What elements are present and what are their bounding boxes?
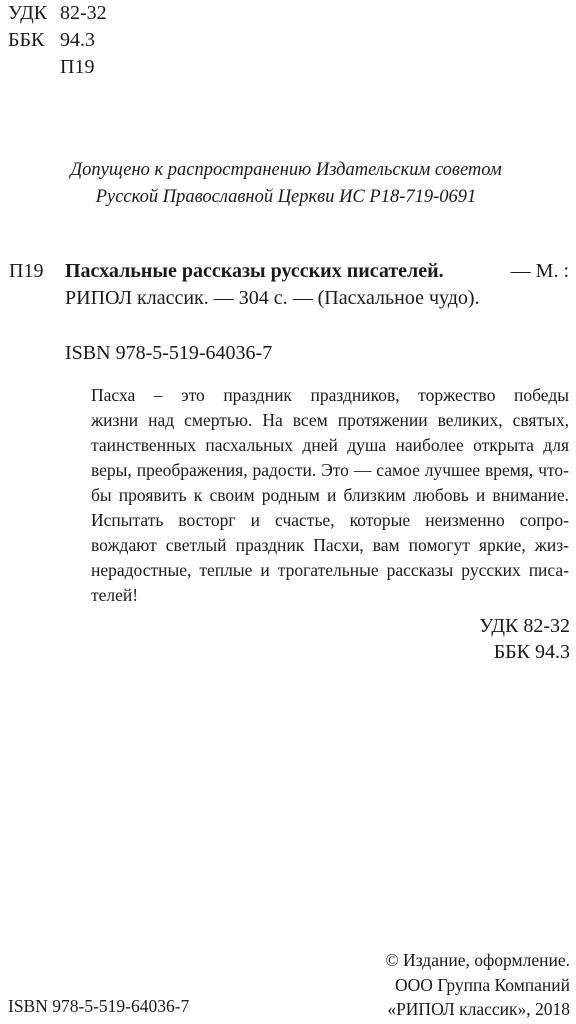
bbk-code-right: ББК 94.3 bbox=[493, 641, 570, 663]
book-title: Пасхальные рассказы русских писателей. bbox=[65, 260, 444, 282]
udk-row bbox=[8, 0, 107, 27]
annotation-line: таинственных пасхальных дней душа наиболее открыта для bbox=[91, 435, 569, 455]
annotation-line: вождают светлый праздник Пасхи, вам помогут яркие, жиз- bbox=[91, 535, 569, 555]
copyright-line-2: ООО Группа Компаний bbox=[395, 974, 570, 995]
classification-codes-right bbox=[479, 613, 570, 665]
annotation bbox=[65, 383, 569, 608]
annotation-line: Пасха – это праздник праздников, торжество победы bbox=[91, 385, 569, 405]
annotation-line: телей! bbox=[91, 585, 139, 605]
approval-line-2: Русской Православной Церкви ИС Р18-719-0691 bbox=[95, 187, 477, 207]
publication-city: — М. : bbox=[510, 260, 569, 282]
annotation-paragraph-2 bbox=[65, 508, 569, 608]
bbk-row bbox=[8, 27, 107, 54]
bibliographic-line-2: РИПОЛ классик. — 304 с. — (Пасхальное чудо). bbox=[65, 287, 480, 309]
annotation-line: Испытать восторг и счастье, которые неизменно сопро- bbox=[91, 510, 569, 530]
udk-label: УДК bbox=[8, 2, 48, 24]
annotation-line: веры, преображения, радости. Это — самое лучшее время, что- bbox=[91, 460, 569, 480]
copyright-line-1: © Издание, оформление. bbox=[385, 950, 570, 970]
bbk-value: 94.3 bbox=[60, 29, 95, 51]
isbn-bottom: ISBN 978-5-519-64036-7 bbox=[8, 996, 190, 1016]
annotation-paragraph-1 bbox=[65, 383, 569, 508]
bibliographic-mark: П19 bbox=[9, 260, 44, 282]
udk-code-right: УДК 82-32 bbox=[479, 615, 570, 637]
approval-line-1: Допущено к распространению Издательским советом bbox=[70, 160, 502, 180]
copyright-line-3: «РИПОЛ классик», 2018 bbox=[387, 999, 570, 1019]
annotation-line: бы проявить к своим родным и близким любовь и внимание. bbox=[91, 485, 569, 505]
bibliographic-line-1 bbox=[65, 258, 569, 285]
copyright-block bbox=[385, 948, 570, 1022]
annotation-line: нерадостные, теплые и трогательные рассказы русских писа- bbox=[91, 560, 569, 580]
bibliographic-description bbox=[65, 258, 569, 312]
isbn: ISBN 978-5-519-64036-7 bbox=[65, 342, 273, 364]
author-mark: П19 bbox=[60, 56, 95, 78]
classification-codes bbox=[8, 0, 107, 81]
church-approval-note bbox=[0, 157, 572, 211]
author-mark-row bbox=[8, 54, 107, 81]
bbk-label: ББК bbox=[8, 29, 45, 51]
annotation-line: жизни над смертью. На всем протяжении великих, святых, bbox=[91, 410, 569, 430]
udk-value: 82-32 bbox=[60, 2, 107, 24]
